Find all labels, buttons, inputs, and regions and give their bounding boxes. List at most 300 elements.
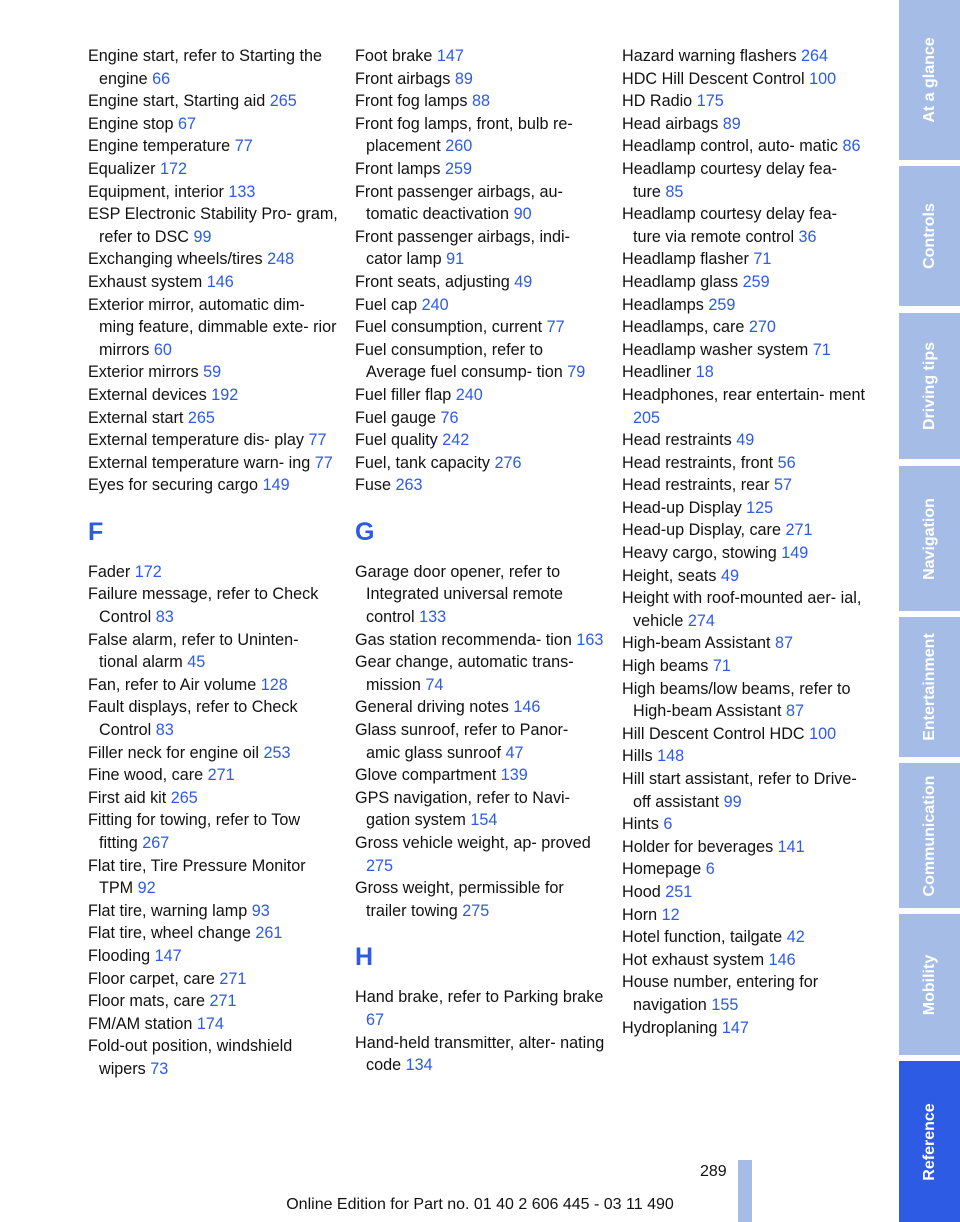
index-entry [355, 452, 605, 475]
page-link[interactable]: 67 [366, 1010, 385, 1029]
page-link[interactable]: 87 [774, 634, 793, 653]
index-entry [355, 877, 605, 922]
page-link[interactable]: 100 [809, 724, 837, 743]
page-link[interactable]: 271 [209, 992, 237, 1011]
page-link[interactable]: 83 [155, 721, 174, 740]
tab-label: Controls [920, 203, 938, 269]
page-link[interactable]: 270 [748, 318, 776, 337]
index-entry [88, 271, 338, 294]
section-letter: F [88, 517, 104, 546]
entry-text: Horn [622, 905, 658, 924]
index-entry [88, 45, 338, 90]
section-letter: H [355, 943, 374, 972]
page-link[interactable]: 242 [442, 431, 470, 450]
entry-text: Floor carpet, care [88, 969, 215, 988]
index-entry [355, 90, 605, 113]
entry-text: Fuel consumption, refer to Average fuel consump- tion [355, 340, 563, 382]
index-entry [622, 858, 867, 881]
entry-text: Exchanging wheels/tires [88, 250, 263, 269]
index-entry [355, 226, 605, 271]
page-link[interactable]: 133 [228, 182, 256, 201]
index-entry [622, 497, 867, 520]
entry-text: Gross weight, permissible for trailer towing [355, 879, 564, 920]
page-link[interactable]: 147 [154, 946, 182, 965]
entry-text: Fine wood, care [88, 766, 204, 785]
entry-text: Fuel gauge [355, 408, 437, 427]
index-entry [88, 474, 338, 497]
index-entry [88, 855, 338, 900]
page-link[interactable]: 49 [514, 272, 533, 291]
index-entry [622, 655, 867, 678]
index-entry [622, 768, 867, 813]
page-link[interactable]: 133 [419, 608, 447, 627]
index-entry [622, 361, 867, 384]
entry-text: High beams/low beams, refer to High-beam Assistant [622, 679, 851, 721]
index-entry [355, 651, 605, 696]
entry-text: First aid kit [88, 788, 167, 807]
page-link[interactable]: 99 [723, 792, 742, 811]
page-link[interactable]: 89 [722, 114, 741, 133]
page-number: 289 [700, 1163, 727, 1180]
entry-text: Failure message, refer to Check Control [88, 585, 319, 627]
entry-text: Head airbags [622, 114, 719, 133]
page-link[interactable]: 146 [768, 950, 796, 969]
page-link[interactable]: 248 [267, 250, 295, 269]
index-entry [622, 316, 867, 339]
entry-text: Hot exhaust system [622, 950, 765, 969]
page-link[interactable]: 71 [812, 340, 831, 359]
index-entry [622, 452, 867, 475]
index-entry [88, 561, 338, 584]
index-entry [88, 764, 338, 787]
index-entry [622, 1017, 867, 1040]
page-link[interactable]: 146 [513, 698, 541, 717]
index-entry [622, 158, 867, 203]
entry-text: Equalizer [88, 159, 156, 178]
entry-text: Head-up Display [622, 498, 742, 517]
page-link[interactable]: 192 [211, 385, 239, 404]
page-link[interactable]: 274 [687, 611, 715, 630]
entry-text: Head restraints, front [622, 453, 774, 472]
entry-text: Equipment, interior [88, 182, 224, 201]
page-link[interactable]: 271 [785, 521, 813, 540]
index-entry [355, 384, 605, 407]
index-column-2 [355, 45, 605, 1077]
entry-text: Head restraints [622, 431, 732, 450]
index-entry [355, 696, 605, 719]
index-entry [88, 407, 338, 430]
index-entry [88, 787, 338, 810]
page-link[interactable]: 91 [446, 250, 465, 269]
index-entry [88, 203, 338, 248]
entry-text: Hotel function, tailgate [622, 928, 783, 947]
entry-text: High beams [622, 657, 709, 676]
index-entry [622, 294, 867, 317]
section-letter: G [355, 517, 375, 546]
index-entry [355, 832, 605, 877]
page-link[interactable]: 76 [440, 408, 459, 427]
page-link[interactable]: 89 [454, 69, 473, 88]
entry-text: High-beam Assistant [622, 634, 771, 653]
entry-text: Engine start, Starting aid [88, 92, 266, 111]
index-entry [88, 968, 338, 991]
tab-communication[interactable] [899, 763, 960, 908]
entry-text: Gas station recommenda- tion [355, 630, 572, 649]
page-link[interactable]: 146 [206, 272, 234, 291]
entry-text: Headliner [622, 363, 692, 382]
page-link[interactable]: 88 [471, 92, 490, 111]
entry-text: House number, entering for navigation [622, 973, 819, 1014]
page-link[interactable]: 67 [178, 114, 197, 133]
entry-text: Fitting for towing, refer to Tow fitting [88, 811, 301, 852]
index-entry [622, 745, 867, 768]
page-link[interactable]: 12 [661, 905, 680, 924]
index-entry [355, 68, 605, 91]
tab-at-a-glance[interactable] [899, 0, 960, 160]
entry-text: Glove compartment [355, 766, 497, 785]
page-link[interactable]: 79 [567, 363, 586, 382]
page-link[interactable]: 253 [263, 743, 291, 762]
entry-text: Headlamp courtesy delay fea- ture via remote control [622, 205, 838, 246]
page-link[interactable]: 87 [785, 702, 804, 721]
page-link[interactable]: 77 [234, 137, 253, 156]
entry-text: Fuel quality [355, 431, 438, 450]
entry-text: HD Radio [622, 92, 693, 111]
tab-label: Communication [920, 775, 938, 896]
entry-text: Hill Descent Control HDC [622, 724, 805, 743]
page-link[interactable]: 147 [721, 1018, 749, 1037]
page-link[interactable]: 57 [774, 476, 793, 495]
tab-mobility[interactable] [899, 914, 960, 1055]
entry-text: Gear change, automatic trans- mission [355, 653, 574, 694]
page-link[interactable]: 74 [425, 675, 444, 694]
index-entry [622, 45, 867, 68]
entry-text: Fold-out position, windshield wipers [88, 1037, 293, 1078]
index-entry [88, 922, 338, 945]
page-link[interactable]: 134 [405, 1056, 433, 1075]
page-link[interactable]: 149 [781, 544, 809, 563]
entry-text: External start [88, 408, 184, 427]
entry-text: Fuel filler flap [355, 385, 452, 404]
page-link[interactable]: 174 [196, 1014, 224, 1033]
page-link[interactable]: 155 [711, 995, 739, 1014]
entry-text: FM/AM station [88, 1014, 193, 1033]
index-entry [88, 90, 338, 113]
entry-text: General driving notes [355, 698, 509, 717]
entry-text: External devices [88, 385, 207, 404]
entry-text: Front airbags [355, 69, 451, 88]
entry-text: Filler neck for engine oil [88, 743, 259, 762]
page-link[interactable]: 265 [269, 92, 297, 111]
page-link[interactable]: 86 [842, 137, 861, 156]
entry-text: Front fog lamps, front, bulb re- placement [355, 114, 573, 156]
index-entry [622, 519, 867, 542]
page-link[interactable]: 6 [705, 860, 715, 879]
page-link[interactable]: 139 [500, 766, 528, 785]
page-link[interactable]: 264 [801, 47, 829, 65]
page-link[interactable]: 45 [187, 653, 206, 672]
index-entry [355, 474, 605, 497]
index-entry [88, 809, 338, 854]
entry-text: Glass sunroof, refer to Panor- amic glass sunroof [355, 721, 569, 762]
page-link[interactable]: 275 [462, 901, 490, 920]
tab-label: Entertainment [920, 633, 938, 741]
index-entry [88, 696, 338, 741]
index-entry [622, 384, 867, 429]
page-link[interactable]: 56 [777, 453, 796, 472]
entry-text: Hills [622, 747, 653, 766]
page-link[interactable]: 99 [193, 227, 212, 246]
entry-text: Exhaust system [88, 272, 203, 291]
page-link[interactable]: 59 [203, 363, 222, 382]
entry-text: Eyes for securing cargo [88, 476, 259, 495]
index-entry [88, 294, 338, 362]
entry-text: Fuse [355, 476, 391, 495]
index-entry [355, 629, 605, 652]
index-entry [88, 248, 338, 271]
index-entry [88, 1035, 338, 1080]
tab-navigation[interactable] [899, 466, 960, 611]
page-link[interactable]: 83 [155, 608, 174, 627]
page-link[interactable]: 261 [255, 924, 283, 943]
entry-text: Homepage [622, 860, 702, 879]
index-entry [355, 986, 605, 1031]
page-link[interactable]: 263 [395, 476, 423, 495]
index-entry [622, 203, 867, 248]
entry-text: Headphones, rear entertain- ment [622, 385, 865, 404]
page-link[interactable]: 6 [663, 815, 673, 834]
entry-text: Headlamp courtesy delay fea- ture [622, 159, 838, 201]
index-entry [622, 339, 867, 362]
entry-text: Front fog lamps [355, 92, 468, 111]
entry-text: GPS navigation, refer to Navi- gation system [355, 788, 571, 830]
page-link[interactable]: 77 [314, 453, 333, 472]
entry-text: Headlamps [622, 295, 704, 314]
entry-text: Front lamps [355, 159, 441, 178]
index-entry [622, 68, 867, 91]
index-entry [355, 113, 605, 158]
index-entry [88, 361, 338, 384]
page-link[interactable]: 259 [708, 295, 736, 314]
index-entry [88, 384, 338, 407]
index-entry [88, 135, 338, 158]
page-link[interactable]: 271 [207, 766, 235, 785]
entry-text: Hydroplaning [622, 1018, 718, 1037]
page-link[interactable]: 172 [134, 562, 162, 581]
entry-text: Headlamp glass [622, 272, 739, 291]
page-link[interactable]: 205 [633, 408, 661, 427]
index-entry [355, 158, 605, 181]
entry-text: Headlamp flasher [622, 250, 749, 269]
page-link[interactable]: 251 [665, 882, 693, 901]
index-entry [88, 429, 338, 452]
index-entry [355, 429, 605, 452]
index-entry [622, 813, 867, 836]
index-entry [88, 583, 338, 628]
tab-label: Navigation [920, 497, 938, 580]
entry-text: External temperature dis- play [88, 431, 304, 450]
page-link[interactable]: 240 [455, 385, 483, 404]
page-link[interactable]: 175 [696, 92, 724, 111]
page-link[interactable]: 77 [308, 431, 327, 450]
page-link[interactable]: 125 [746, 498, 774, 517]
index-entry [622, 248, 867, 271]
index-entry [622, 836, 867, 859]
entry-text: Gross vehicle weight, ap- proved [355, 834, 591, 852]
index-column-3 [622, 45, 867, 1039]
index-entry [622, 135, 867, 158]
entry-text: Hill start assistant, refer to Drive-off assistant [622, 770, 857, 811]
entry-text: Holder for beverages [622, 837, 774, 856]
entry-text: Height, seats [622, 566, 717, 585]
index-entry [355, 764, 605, 787]
entry-text: Front seats, adjusting [355, 272, 510, 291]
index-entry [622, 429, 867, 452]
page-link[interactable]: 85 [665, 182, 684, 201]
page-link[interactable]: 163 [576, 630, 604, 649]
entry-text: Fan, refer to Air volume [88, 675, 257, 694]
entry-text: Fuel cap [355, 295, 418, 314]
index-entry [622, 587, 867, 632]
tab-label: Mobility [920, 954, 938, 1015]
page-link[interactable]: 148 [657, 747, 685, 766]
page-link[interactable]: 66 [152, 69, 171, 88]
index-entry [622, 632, 867, 655]
index-entry [88, 452, 338, 475]
entry-text: Hood [622, 882, 661, 901]
entry-text: Flat tire, warning lamp [88, 901, 248, 920]
page-link[interactable]: 259 [742, 272, 770, 291]
index-entry [622, 271, 867, 294]
page-link[interactable]: 271 [219, 969, 247, 988]
page-link[interactable]: 276 [494, 453, 522, 472]
entry-text: Engine stop [88, 114, 174, 133]
entry-text: Fault displays, refer to Check Control [88, 698, 298, 740]
entry-text: Flooding [88, 946, 151, 965]
page-link[interactable]: 172 [160, 159, 188, 178]
page-link[interactable]: 240 [421, 295, 449, 314]
footer-text: Online Edition for Part no. 01 40 2 606 445 - 03 11 490 [286, 1196, 674, 1213]
page-link[interactable]: 42 [786, 928, 805, 947]
entry-text: Engine start, refer to Starting the engine [88, 47, 322, 88]
index-entry [355, 787, 605, 832]
entry-text: Head restraints, rear [622, 476, 770, 495]
entry-text: Head-up Display, care [622, 521, 781, 540]
page-link[interactable]: 275 [366, 856, 394, 875]
index-entry [622, 904, 867, 927]
entry-text: Fuel consumption, current [355, 318, 543, 337]
index-entry [88, 990, 338, 1013]
entry-text: Hazard warning flashers [622, 47, 797, 65]
tab-controls[interactable] [899, 166, 960, 306]
entry-text: Heavy cargo, stowing [622, 544, 777, 563]
index-entry [88, 113, 338, 136]
page-link[interactable]: 265 [187, 408, 215, 427]
page-link[interactable]: 36 [798, 227, 817, 246]
index-entry [88, 181, 338, 204]
index-entry [88, 1013, 338, 1036]
index-entry [355, 407, 605, 430]
index-entry [355, 316, 605, 339]
page-link[interactable]: 71 [753, 250, 772, 269]
entry-text: Garage door opener, refer to Integrated universal remote control [355, 562, 564, 627]
index-entry [622, 723, 867, 746]
page-link[interactable]: 77 [546, 318, 565, 337]
index-entry [355, 271, 605, 294]
tab-label: At a glance [920, 37, 938, 123]
index-entry [355, 181, 605, 226]
page-link[interactable]: 93 [251, 901, 270, 920]
index-entry [355, 1032, 605, 1077]
page-link[interactable]: 90 [513, 205, 532, 224]
page-link[interactable]: 154 [470, 811, 498, 830]
entry-text: Engine temperature [88, 137, 231, 156]
entry-text: Exterior mirror, automatic dim- ming feature, dimmable exte- rior mirrors [88, 295, 337, 359]
entry-text: External temperature warn- ing [88, 453, 311, 472]
page-link[interactable]: 49 [736, 431, 755, 450]
entry-text: Front passenger airbags, indi- cator lamp [355, 227, 571, 269]
index-column-1 [88, 45, 338, 1081]
entry-text: Fader [88, 562, 131, 581]
index-entry [355, 294, 605, 317]
page-link[interactable]: 147 [436, 47, 464, 65]
index-entry [88, 158, 338, 181]
tab-label: Reference [920, 1102, 938, 1181]
entry-text: Hand-held transmitter, alter- nating code [355, 1033, 605, 1075]
page-link[interactable]: 73 [150, 1059, 169, 1078]
index-entry [88, 945, 338, 968]
entry-text: HDC Hill Descent Control [622, 69, 805, 88]
index-entry [622, 926, 867, 949]
index-entry [88, 900, 338, 923]
page-link[interactable]: 60 [153, 340, 172, 359]
page-link[interactable]: 128 [260, 675, 288, 694]
page-link[interactable]: 92 [137, 879, 156, 898]
entry-text: Floor mats, care [88, 992, 205, 1011]
tab-label: Driving tips [920, 341, 938, 431]
tab-driving-tips[interactable] [899, 313, 960, 459]
page-link[interactable]: 260 [445, 137, 473, 156]
page-link[interactable]: 141 [777, 837, 805, 856]
page-link[interactable]: 100 [809, 69, 837, 88]
tab-entertainment[interactable] [899, 617, 960, 757]
page-link[interactable]: 149 [262, 476, 290, 495]
index-entry [622, 565, 867, 588]
index-entry [622, 949, 867, 972]
page-link[interactable]: 49 [720, 566, 739, 585]
page-link[interactable]: 259 [444, 159, 472, 178]
page-link[interactable]: 47 [505, 743, 524, 762]
page-link[interactable]: 71 [712, 657, 731, 676]
entry-text: Flat tire, wheel change [88, 924, 251, 943]
index-entry [355, 45, 605, 68]
index-entry [622, 971, 867, 1016]
entry-text: Headlamp control, auto- matic [622, 137, 838, 156]
page-link[interactable]: 265 [170, 788, 198, 807]
entry-text: Fuel, tank capacity [355, 453, 490, 472]
index-entry [88, 674, 338, 697]
index-entry [88, 742, 338, 765]
index-entry [622, 542, 867, 565]
entry-text: ESP Electronic Stability Pro- gram, refer to DSC [88, 205, 338, 246]
page-link[interactable]: 267 [142, 834, 170, 852]
index-entry [355, 339, 605, 384]
index-entry [622, 678, 867, 723]
entry-text: Flat tire, Tire Pressure Monitor TPM [88, 856, 306, 898]
page-link[interactable]: 18 [695, 363, 714, 382]
index-entry [355, 719, 605, 764]
entry-text: Hand brake, refer to Parking brake [355, 988, 604, 1007]
